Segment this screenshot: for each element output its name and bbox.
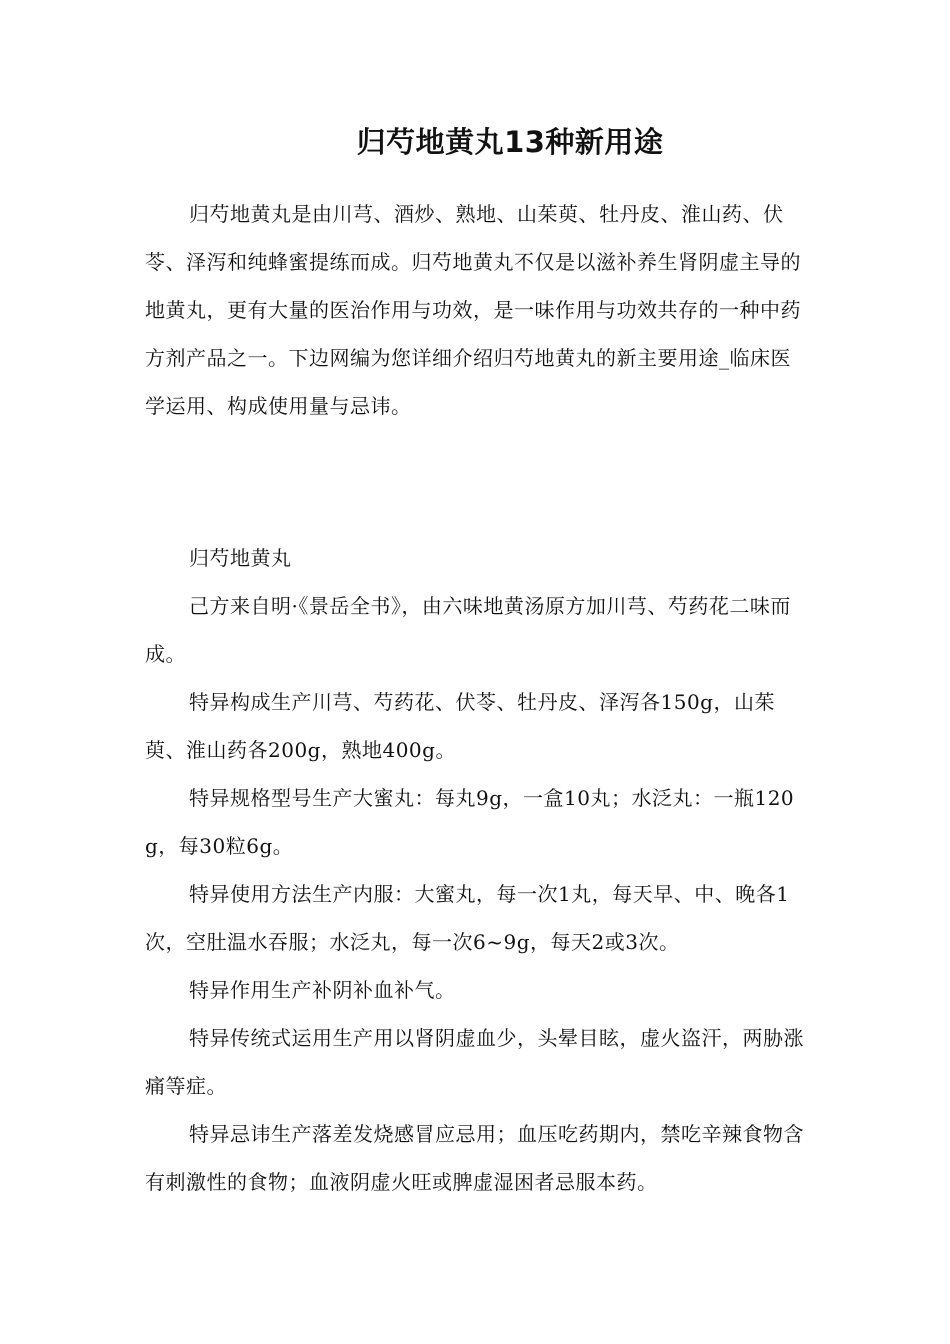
body-paragraph-source: 己方来自明·《景岳全书》，由六味地黄汤原方加川芎、芍药花二味而成。 [145, 594, 791, 666]
document-title: 归芍地黄丸13种新用途 [356, 125, 664, 159]
body-paragraph-specification: 特异规格型号生产大蜜丸：每丸9g，一盒10丸；水泛丸：一瓶120g，每30粒6g。 [145, 786, 795, 858]
section-heading: 归芍地黄丸 [189, 546, 292, 570]
body-paragraph-traditional-use: 特异传统式运用生产用以肾阴虚血少，头晕目眩，虚火盗汗，两胁涨痛等症。 [145, 1026, 804, 1098]
body-paragraph-effect: 特异作用生产补阴补血补气。 [189, 978, 456, 1002]
body-paragraph-composition: 特异构成生产川芎、芍药花、伏苓、牡丹皮、泽泻各150g，山茱萸、淮山药各200g，熟地400g。 [145, 690, 775, 762]
document-body [145, 190, 810, 1206]
body-paragraph-contraindications: 特异忌讳生产落差发烧感冒应忌用；血压吃药期内，禁吃辛辣食物含有刺激性的食物；血液阴虚火旺或脾虚湿困者忌服本药。 [145, 1122, 804, 1194]
body-paragraph-usage: 特异使用方法生产内服：大蜜丸，每一次1丸，每天早、中、晚各1次，空肚温水吞服；水泛丸，每一次6~9g，每天2或3次。 [145, 882, 790, 954]
intro-paragraph: 归芍地黄丸是由川芎、酒炒、熟地、山茱萸、牡丹皮、淮山药、伏苓、泽泻和纯蜂蜜提练而成。归芍地黄丸不仅是以滋补养生肾阴虚主导的地黄丸，更有大量的医治作用与功效，是一味作用与功效共存的一种中药方剂产品之一。下边网编为您详细介绍归芍地黄丸的新主要用途_临床医学运用、构成使用量与忌讳。 [145, 202, 801, 418]
